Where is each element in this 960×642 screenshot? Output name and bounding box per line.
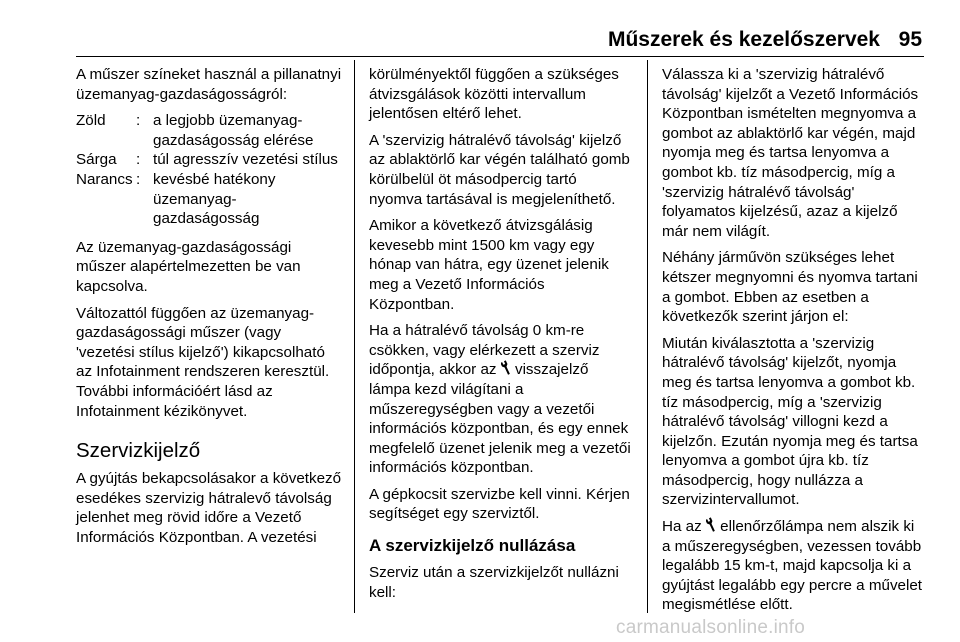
- text-run: visszajelző lámpa kezd világítani a műszeregységben vagy a vezetői információs központban, és egy ennek megfelelő üzenet jelenik meg a vezetői információs központban.: [369, 361, 631, 477]
- text-run: ellenőrzőlámpa nem alszik ki a műszeregységben, vezessen tovább legalább 15 km-t, majd kapcsolja ki a gyújtást legalább egy percre a művelet megismétlése előtt.: [662, 518, 923, 614]
- column-3: [662, 65, 926, 622]
- column-divider-1: [354, 60, 355, 613]
- column-1: [76, 65, 342, 554]
- paragraph: [369, 321, 633, 478]
- text-run: Ha az: [662, 518, 702, 536]
- paragraph: Változattól függően az üzemanyag-gazdaságossági műszer (vagy 'vezetési stílus kijelző') kikapcsolható az Infotainment rendszeren keresztül. További információért lásd az Infotainment kézikönyvet.: [76, 304, 330, 420]
- paragraph: Az üzemanyag-gazdaságossági műszer alapértelmezetten be van kapcsolva.: [76, 238, 301, 295]
- legend-value: túl agresszív vezetési stílus: [153, 151, 338, 169]
- paragraph: Válassza ki a 'szervizig hátralévő távolság' kijelzőt a Vezető Információs Központban ismételten megnyomva a gombot az ablaktörlő kar végén, majd nyomja meg és tartsa lenyomva a gombot kb. tíz másodpercig, míg a 'szervizig hátralévő távolság' folyamatos kijelzésű, azaz a kijelző már nem világít.: [662, 66, 919, 240]
- paragraph: Amikor a következő átvizsgálásig kevesebb mint 1500 km vagy egy hónap van hátra, egy üzenet jelenik meg a Vezető Információs Központban.: [369, 217, 609, 313]
- paragraph: Szerviz után a szervizkijelzőt nullázni kell:: [369, 564, 619, 601]
- legend-key: Sárga: [76, 151, 117, 169]
- legend-value: kevésbé hatékony üzemanyag-gazdaságosság: [153, 170, 276, 228]
- legend-row-yellow: [76, 150, 342, 170]
- paragraph: A gépkocsit szervizbe kell vinni. Kérjen segítséget egy szerviztől.: [369, 485, 630, 523]
- paragraph: Miután kiválasztotta a 'szervizig hátralévő távolság' kijelzőt, nyomja meg és tartsa lenyomva a gombot kb. tíz másodpercig, míg a 'szervizig hátralévő távolság' villogni kezd a kijelzőn. Ezután nyomja meg és tartsa lenyomva a gombot újra kb. tíz másodpercig, hogy nullázza a szervizintervallumot.: [662, 334, 918, 509]
- legend-key: Zöld: [76, 112, 106, 130]
- legend-separator: :: [136, 170, 141, 188]
- watermark: carmanualsonline.info: [616, 617, 806, 638]
- legend-row-orange: [76, 170, 342, 229]
- color-legend: [76, 111, 342, 229]
- subsection-heading: A szervizkijelző nullázása: [369, 536, 576, 556]
- text-run: Ha a hátralévő távolság 0 km-re csökken, vagy elérkezett a szerviz időpontja, akkor az: [369, 322, 600, 379]
- page-title: Műszerek és kezelőszervek: [607, 28, 880, 51]
- wrench-icon: [706, 517, 716, 533]
- header-rule: [76, 56, 924, 57]
- paragraph: A 'szervizig hátralévő távolság' kijelző az ablaktörlő kar végén található gomb körülbelül öt másodpercig tartó nyomva tartásával is megjeleníthető.: [369, 131, 630, 208]
- paragraph: Néhány járművön szükséges lehet kétszer megnyomni és nyomva tartani a gombot. Ebben az esetben a következők szerint járjon el:: [662, 249, 918, 326]
- legend-separator: :: [136, 151, 141, 169]
- paragraph: [662, 517, 926, 615]
- column-2: [369, 65, 633, 609]
- legend-row-green: [76, 111, 342, 150]
- intro-paragraph: A műszer színeket használ a pillanatnyi üzemanyag-gazdaságosságról:: [76, 66, 342, 103]
- wrench-icon: [501, 360, 511, 376]
- legend-separator: :: [136, 112, 141, 130]
- paragraph: A gyújtás bekapcsolásakor a következő esedékes szervizig hátralevő távolság jelenhet meg rövid időre a Vezető Információs Központban. A vezetési: [76, 470, 342, 546]
- paragraph: körülményektől függően a szükséges átvizsgálások közötti intervallum jelentősen eltérő lehet.: [369, 66, 619, 123]
- page-number: 95: [898, 28, 922, 51]
- column-divider-2: [647, 60, 648, 613]
- legend-value: a legjobb üzemanyag-gazdaságosság elérése: [153, 112, 314, 149]
- section-heading: Szervizkijelző: [76, 439, 201, 463]
- legend-key: Narancs: [76, 170, 133, 188]
- page-header: [0, 26, 960, 54]
